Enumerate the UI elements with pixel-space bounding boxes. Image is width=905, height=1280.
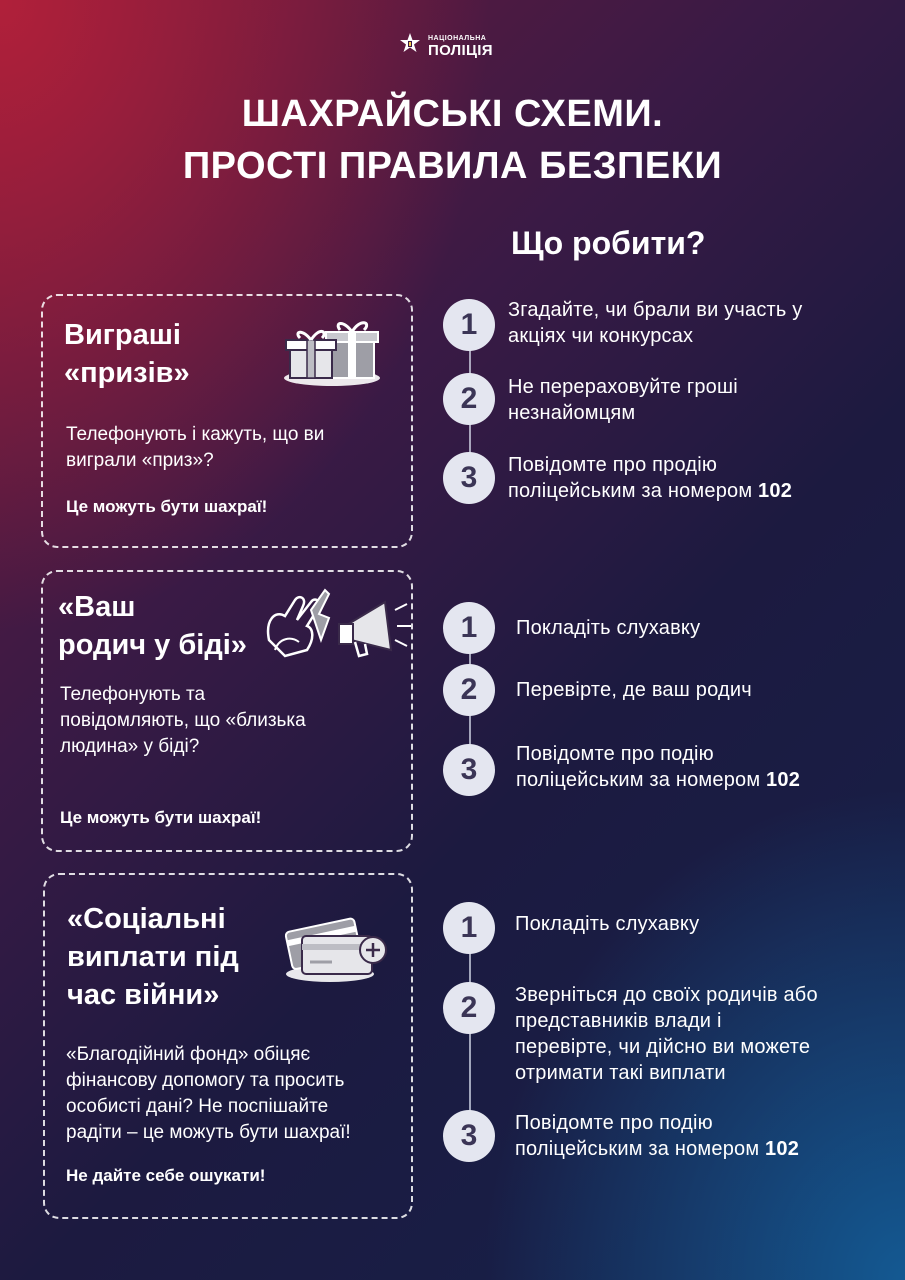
title-line1: ШАХРАЙСЬКІ СХЕМИ. [241, 93, 664, 135]
card-prize-text: Телефонують і кажуть, що ви виграли «приз»? [66, 424, 325, 471]
hands-and-megaphone-icon [255, 580, 415, 660]
step-number: 3 [443, 1110, 495, 1162]
card-social-payments-title: «Соціальні виплати під час війни» [67, 903, 239, 1011]
step-text: Не перераховуйте гроші незнайомцям [508, 376, 738, 424]
card-relative-warning: Це можуть бути шахраї! [60, 808, 262, 827]
step-number: 2 [443, 982, 495, 1034]
step-number: 1 [443, 299, 495, 351]
step-number: 1 [443, 902, 495, 954]
step-text: Повідомте про продію поліцейським за номером 102 [508, 454, 793, 502]
logo-line2: ПОЛІЦІЯ [428, 41, 493, 59]
police-logo [398, 32, 493, 60]
step-text: Покладіть слухавку [515, 913, 700, 935]
step-text: Згадайте, чи брали ви участь у акціях чи конкурсах [508, 299, 803, 347]
card-social-payments-warning: Не дайте себе ошукати! [66, 1166, 266, 1185]
step-number: 3 [443, 744, 495, 796]
step-number: 3 [443, 452, 495, 504]
police-number: 102 [758, 480, 793, 502]
card-relative-text: Телефонують та повідомляють, що «близька людина» у біді? [60, 684, 306, 757]
step-text: Покладіть слухавку [516, 617, 701, 639]
card-prize-title: Виграші «призів» [64, 319, 190, 389]
card-social-payments-text: «Благодійний фонд» обіцяє фінансову допомогу та просить особисті дані? Не поспішайте радіти – це можуть бути шахраї! [66, 1044, 351, 1143]
step-number: 1 [443, 602, 495, 654]
step-number: 2 [443, 664, 495, 716]
police-number: 102 [766, 769, 801, 791]
step-text: Зверніться до своїх родичів або представників влади і перевірте, чи дійсно ви можете отримати такі виплати [515, 984, 818, 1084]
police-star-emblem-icon [398, 32, 422, 60]
logo-line1: НАЦІОНАЛЬНА [428, 34, 487, 42]
gift-boxes-icon [282, 316, 382, 386]
police-number: 102 [765, 1138, 800, 1160]
step-number: 2 [443, 373, 495, 425]
card-relative-title: «Ваш родич у біді» [58, 591, 247, 661]
what-to-do-heading: Що робити? [511, 225, 706, 261]
card-prize-warning: Це можуть бути шахраї! [66, 497, 268, 516]
step-text: Повідомте про подію поліцейським за номером 102 [515, 1112, 800, 1160]
step-text: Перевірте, де ваш родич [516, 679, 752, 701]
page-title [0, 88, 905, 192]
title-line2: ПРОСТІ ПРАВИЛА БЕЗПЕКИ [182, 145, 723, 187]
bank-cards-icon [282, 912, 392, 982]
step-text: Повідомте про подію поліцейським за номером 102 [516, 743, 801, 791]
